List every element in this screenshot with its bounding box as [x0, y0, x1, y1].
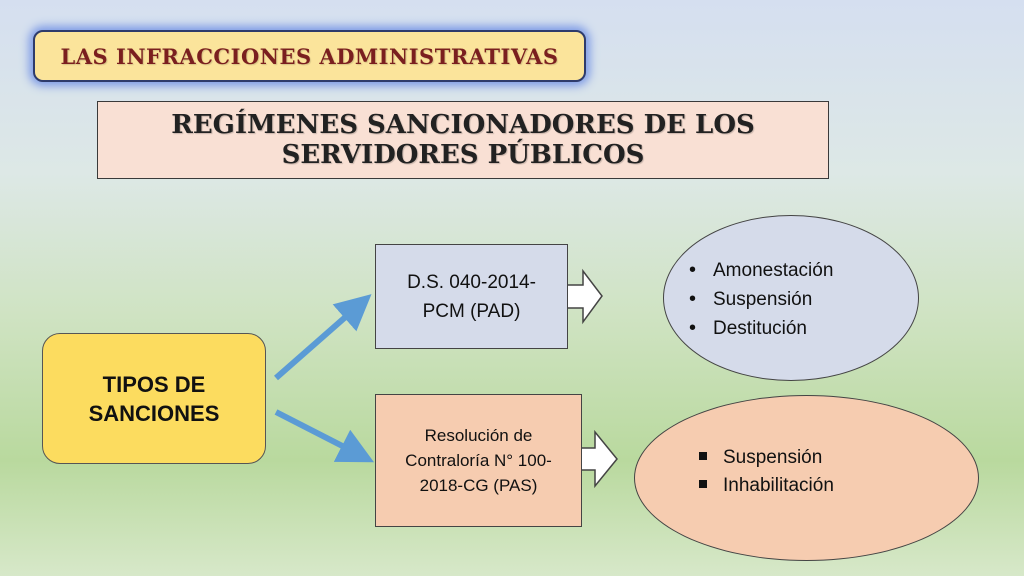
list-item — [699, 444, 834, 472]
bullet-icon — [689, 256, 713, 285]
chevron-arrow-pas — [582, 432, 617, 486]
slide-title: LAS INFRACCIONES ADMINISTRATIVAS — [33, 30, 586, 82]
pad-sanctions-list — [689, 256, 833, 343]
arrow-to-pas — [276, 412, 358, 454]
root-node-tipos-de-sanciones: TIPOS DE SANCIONES — [42, 333, 266, 464]
node-pad: D.S. 040-2014-PCM (PAD) — [375, 244, 568, 349]
arrow-to-pad — [276, 306, 358, 378]
list-item — [689, 314, 833, 343]
square-bullet-icon — [699, 444, 723, 472]
bullet-icon — [689, 314, 713, 343]
list-item — [699, 472, 834, 500]
slide-subtitle: REGÍMENES SANCIONADORES DE LOS SERVIDORES PÚBLICOS — [97, 101, 829, 179]
node-pas: Resolución de Contraloría N° 100-2018-CG (PAS) — [375, 394, 582, 527]
chevron-arrow-pad — [568, 271, 602, 322]
square-bullet-icon — [699, 472, 723, 500]
list-item — [689, 285, 833, 314]
list-item-label: Destitución — [713, 317, 807, 339]
list-item-label: Inhabilitación — [723, 475, 834, 496]
list-item-label: Suspensión — [713, 288, 813, 310]
list-item-label: Amonestación — [713, 259, 834, 281]
pas-sanctions-list — [699, 444, 834, 500]
bullet-icon — [689, 285, 713, 314]
list-item-label: Suspensión — [723, 447, 823, 468]
list-item — [689, 256, 833, 285]
